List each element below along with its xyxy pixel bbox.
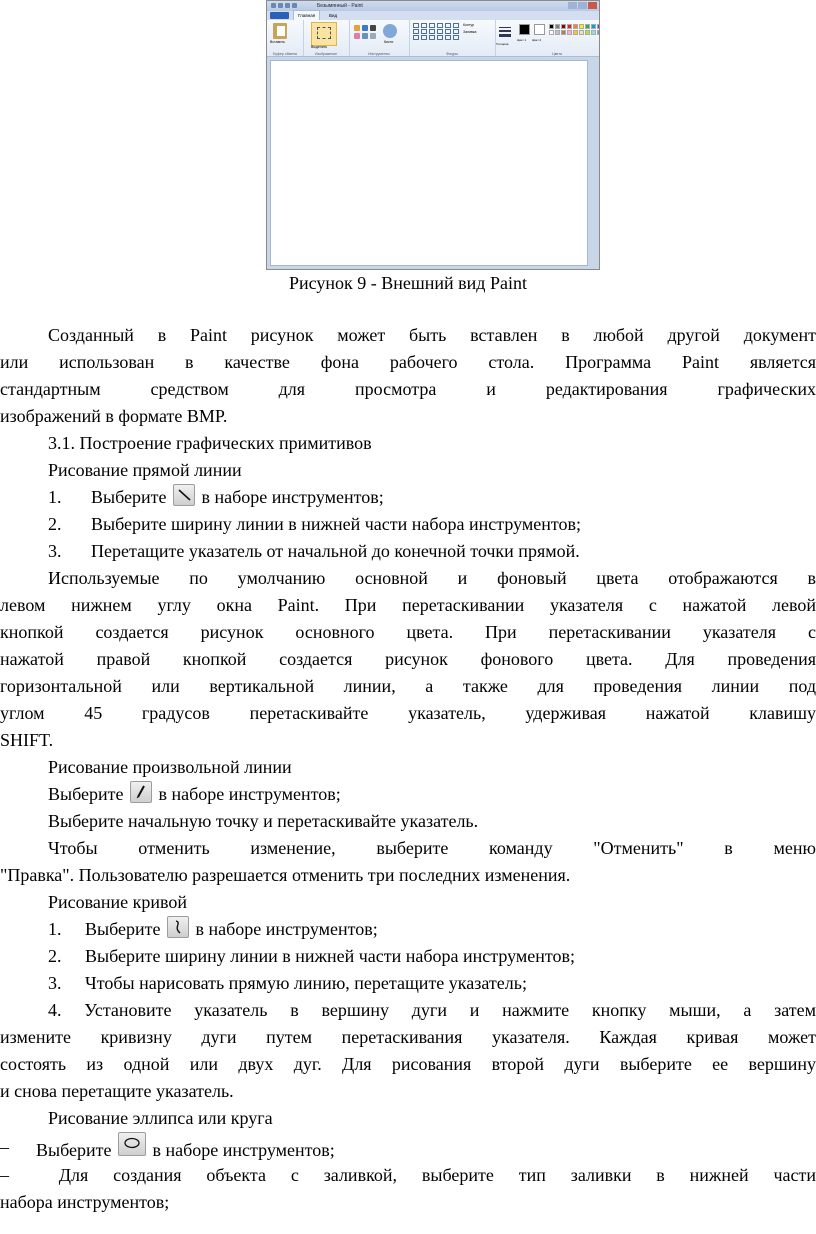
color1-swatch [519,24,530,35]
group-label: Цвета [552,52,562,56]
list-number: 3. [48,541,62,561]
ellipse-item [0,1132,816,1162]
ellipse-heading: Рисование эллипса или круга [48,1108,273,1128]
palette-swatch [585,30,590,35]
palette-swatch [555,30,560,35]
free-select-after: в наборе инструментов; [158,784,341,804]
list-item [0,943,816,970]
undo-line: Чтобы отменить изменение, выберите команду "Отменить" в меню [48,838,816,858]
para2-line: SHIFT. [0,730,54,750]
free-step2: Выберите начальную точку и перетаскивайте указатель. [48,811,479,831]
group-shapes [409,20,496,56]
palette-swatch [591,24,596,29]
para1-line: стандартным средством для просмотра и редактирования графических [0,379,816,399]
dash-bullet: – [0,1137,9,1157]
undo-line: "Правка". Пользователю разрешается отменить три последних изменения. [0,865,571,885]
palette-swatch [585,24,590,29]
group-clipboard [267,20,304,56]
list-text: Перетащите указатель от начальной до конечной точки прямой. [91,541,580,561]
list-item [0,484,816,511]
brushes-label: Кисти [384,40,394,44]
list-item [0,970,816,997]
group-image [303,20,350,56]
palette-swatch [549,24,554,29]
curve-step4-line: и снова перетащите указатель. [0,1081,234,1101]
paste-icon [273,23,287,39]
color1-label: Цвет 1 [517,38,527,42]
text-icon [370,25,376,31]
para2-line: нажатой правой кнопкой создается рисунок фонового цвета. Для проведения [0,649,816,669]
ellipse-item-cont: набора инструментов; [0,1192,170,1212]
list-text-before: Выберите [85,919,161,939]
list-number: 2. [48,946,62,966]
ribbon-tabs [267,11,599,20]
list-text-after: в наборе инструментов; [152,1140,335,1160]
palette-swatch [549,30,554,35]
pencil-icon [354,25,360,31]
list-text-after: в наборе инструментов; [195,919,378,939]
outline-label: Контур [463,23,475,27]
palette-swatch [579,24,584,29]
group-label: Изображение [314,52,338,56]
window-buttons [568,2,597,9]
canvas-area [267,57,599,269]
picker-icon [362,33,368,39]
group-label: Инструменты [368,52,390,56]
para2-line: углом 45 градусов перетаскивайте указатель, удерживая нажатой клавишу [0,703,816,723]
paint-screenshot [266,0,600,270]
para2-line: кнопкой создается рисунок основного цвета. При перетаскивании указателя с [0,622,816,642]
group-label: Буфер обмена [273,52,297,56]
color2-label: Цвет 2 [532,38,542,42]
figure-caption: Рисунок 9 - Внешний вид Paint [289,273,527,293]
list-number: 2. [48,514,62,534]
thickness-icon [499,25,511,39]
dash-bullet: – [0,1165,9,1185]
list-text-after: в наборе инструментов; [201,487,384,507]
window-title: Безымянный - Paint [317,3,363,9]
curve-tool-icon [167,916,189,938]
palette-swatch [597,30,600,35]
document-body [0,322,816,1216]
list-text: Выберите ширину линии в нижней части набора инструментов; [91,514,582,534]
tab-view: Вид [329,13,338,18]
palette-swatch [573,24,578,29]
para1-line: изображений в формате BMP. [0,406,228,426]
color-palette [549,24,600,35]
paste-label: Вставить [270,40,285,44]
para1-line: Созданный в Paint рисунок может быть вставлен в любой другой документ [48,325,816,345]
group-colors [515,20,599,56]
curve-step4-line: состоять из одной или двух дуг. Для рисования второй дуги выберите ее вершину [0,1054,816,1074]
list-text [85,916,378,943]
color2-swatch [534,24,545,35]
drawing-canvas [270,60,588,266]
group-thickness [495,20,515,56]
select-label: Выделить [311,45,328,49]
ellipse-tool-icon [118,1132,146,1156]
free-select [0,781,816,808]
palette-swatch [579,30,584,35]
brushes-icon [383,24,397,38]
curve-step4-line: 4. Установите указатель в вершину дуги и нажмите кнопку мыши, а затем [48,1000,816,1020]
list-text: Для создания объекта с заливкой, выберите тип заливки в нижней части [58,1165,816,1185]
palette-swatch [573,30,578,35]
select-icon [311,22,337,46]
line-tool-icon [173,484,195,506]
list-text: Чтобы нарисовать прямую линию, перетащите указатель; [85,973,527,993]
palette-swatch [561,24,566,29]
list-item [0,511,816,538]
list-number: 1. [48,487,62,507]
palette-swatch [561,30,566,35]
curve-heading: Рисование кривой [48,892,188,912]
list-text-before: Выберите [36,1140,112,1160]
list-text [36,1132,335,1165]
list-text [91,484,384,511]
group-tools [349,20,410,56]
eraser-icon [354,33,360,39]
list-number: 3. [48,973,62,993]
quick-access-toolbar [271,3,297,8]
pencil-tool-icon [130,781,152,803]
palette-swatch [597,24,600,29]
fill-label: Заливка [463,30,477,34]
fill-icon [362,25,368,31]
tab-home: Главная [293,10,320,20]
para2-line: горизонтальной или вертикальной линии, а также для проведения линии под [0,676,816,696]
list-text-before: Выберите [91,487,167,507]
palette-swatch [567,30,572,35]
group-label: Фигуры [445,52,459,56]
free-heading: Рисование произвольной линии [48,757,292,777]
free-select-before: Выберите [48,784,124,804]
list-item [0,538,816,565]
list-text: Выберите ширину линии в нижней части набора инструментов; [85,946,576,966]
section-heading: 3.1. Построение графических примитивов [48,433,372,453]
palette-swatch [567,24,572,29]
para2-line: левом нижнем углу окна Paint. При перетаскивании указателя с нажатой левой [0,595,816,615]
thickness-label: Толщина [496,42,509,46]
shapes-gallery [413,23,460,40]
para1-line: или использован в качестве фона рабочего стола. Программа Paint является [0,352,816,372]
ribbon [267,20,599,57]
palette-swatch [591,30,596,35]
list-number: 1. [48,919,62,939]
para2-line: Используемые по умолчанию основной и фоновый цвета отображаются в [48,568,816,588]
list-item [0,916,816,943]
curve-step4-line: измените кривизну дуги путем перетаскивания указателя. Каждая кривая может [0,1027,816,1047]
palette-swatch [555,24,560,29]
magnifier-icon [370,33,376,39]
paint-menu-button [270,12,289,19]
line-heading: Рисование прямой линии [48,460,242,480]
ellipse-item [0,1162,816,1189]
